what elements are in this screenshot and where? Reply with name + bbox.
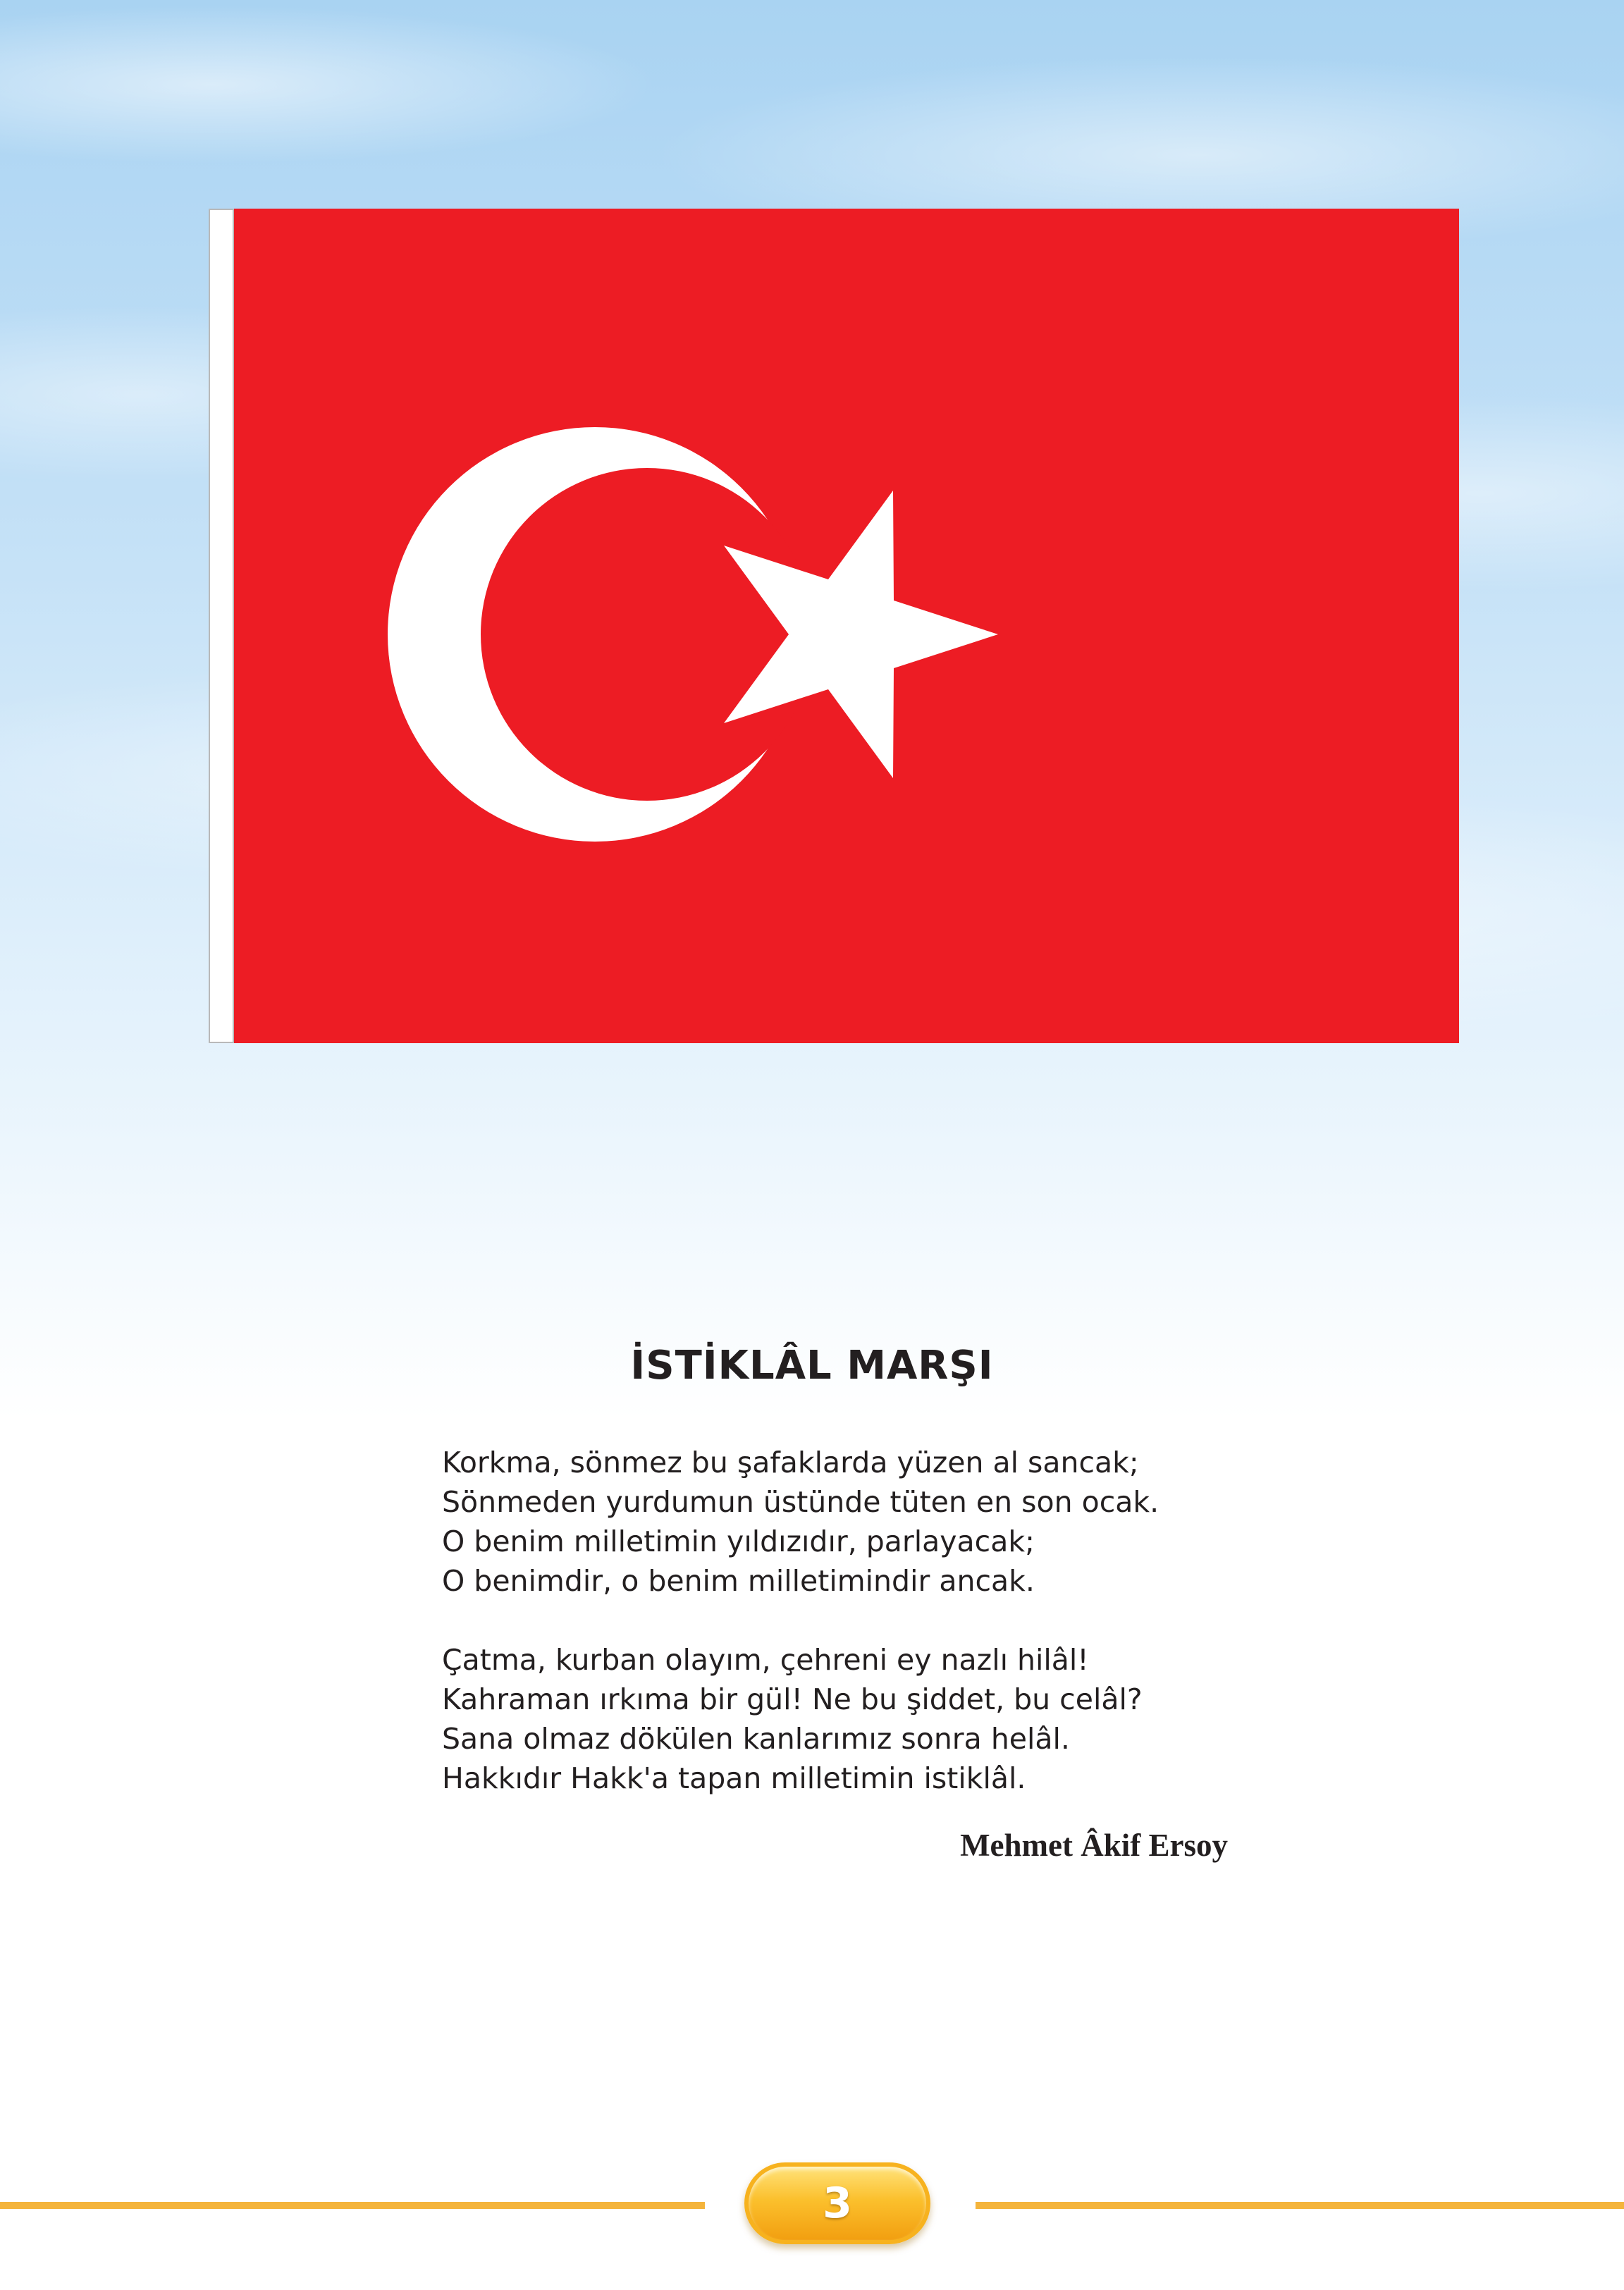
verse-line: Hakkıdır Hakk'a tapan milletimin istiklâl. — [442, 1761, 1026, 1795]
anthem-title-block — [0, 1343, 1624, 1389]
flag-field — [234, 209, 1459, 1043]
anthem-verses — [442, 1443, 1288, 1837]
verse-line: Sana olmaz dökülen kanlarımız sonra helâl. — [442, 1722, 1070, 1756]
author-name: Mehmet Âkif Ersoy — [960, 1828, 1228, 1863]
verse-line: O benimdir, o benim milletimindir ancak. — [442, 1564, 1035, 1598]
footer-rule-left — [0, 2202, 705, 2209]
verse-line: O benim milletimin yıldızıdır, parlayacak; — [442, 1525, 1035, 1558]
stanza-1 — [442, 1443, 1288, 1601]
anthem-title: İSTİKLÂL MARŞI — [630, 1343, 994, 1389]
verse-line: Sönmeden yurdumun üstünde tüten en son ocak. — [442, 1485, 1159, 1519]
stanza-2 — [442, 1640, 1288, 1798]
page-number-badge — [744, 2162, 930, 2244]
footer-rule-right — [976, 2202, 1624, 2209]
verse-line: Korkma, sönmez bu şafaklarda yüzen al sancak; — [442, 1446, 1139, 1479]
verse-line: Kahraman ırkıma bir gül! Ne bu şiddet, bu celâl? — [442, 1682, 1143, 1716]
verse-line: Çatma, kurban olayım, çehreni ey nazlı hilâl! — [442, 1643, 1089, 1677]
flag-pole — [209, 209, 234, 1043]
page-number: 3 — [823, 2179, 852, 2228]
crescent-cutout — [481, 468, 813, 801]
turkish-flag — [209, 209, 1459, 1043]
